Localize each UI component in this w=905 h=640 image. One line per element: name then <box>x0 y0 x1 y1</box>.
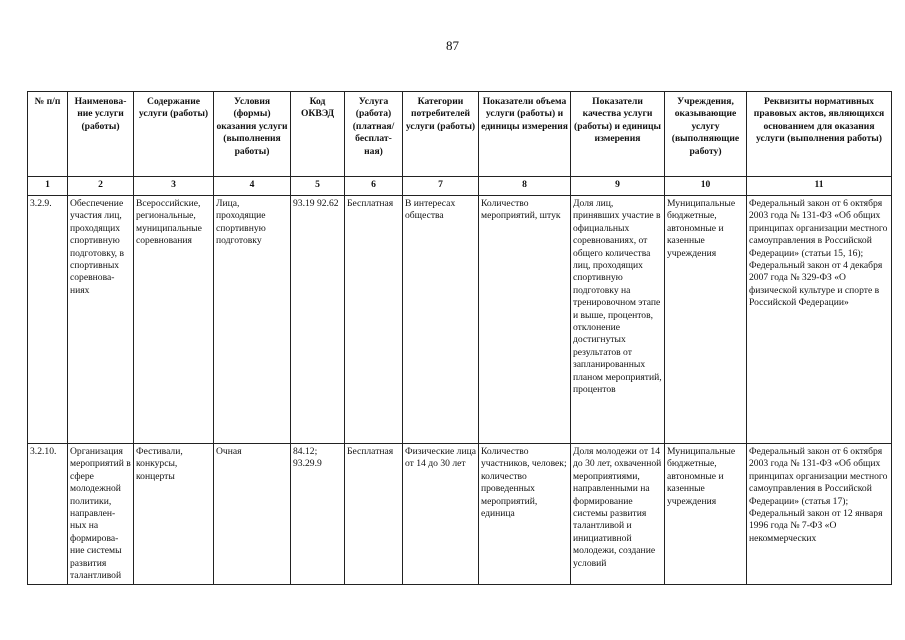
column-number: 10 <box>665 177 747 196</box>
institutions: Муниципальные бюджетные, автономные и казенные учреждения <box>665 196 747 444</box>
row-number: 3.2.10. <box>28 444 68 585</box>
services-table <box>27 91 892 585</box>
okved-code: 84.12; 93.29.9 <box>291 444 345 585</box>
header-okved-code: Код ОКВЭД <box>291 92 345 177</box>
service-content: Фестивали, конкурсы, концерты <box>134 444 214 585</box>
header-institutions: Учреждения, оказывающие услугу (выполняющие работу) <box>665 92 747 177</box>
quality-indicator: Доля молодежи от 14 до 30 лет, охваченной мероприятиями, направленными на формирование системы развития талантливой и инициативной молодежи, создание условий <box>571 444 665 585</box>
service-name: Организация мероприятий в сфере молодежной политики, направлен-ных на формирова-ние системы развития талантливой <box>68 444 134 585</box>
table-row <box>28 196 892 444</box>
service-content: Всероссийские, региональные, муниципальные соревнования <box>134 196 214 444</box>
column-number: 3 <box>134 177 214 196</box>
volume-indicator: Количество мероприятий, штук <box>479 196 571 444</box>
header-volume-indicators: Показатели объема услуги (работы) и единицы измерения <box>479 92 571 177</box>
consumer-category: В интересах общества <box>403 196 479 444</box>
column-number: 7 <box>403 177 479 196</box>
volume-indicator: Количество участников, человек; количество проведенных мероприятий, единица <box>479 444 571 585</box>
header-consumer-categories: Категории потребителей услуги (работы) <box>403 92 479 177</box>
header-conditions: Условия (формы) оказания услуги (выполнения работы) <box>214 92 291 177</box>
service-name: Обеспечение участия лиц, проходящих спортивную подготовку, в спортивных соревнова-ниях <box>68 196 134 444</box>
okved-code: 93.19 92.62 <box>291 196 345 444</box>
column-number: 8 <box>479 177 571 196</box>
paid-free: Бесплатная <box>345 196 403 444</box>
page-number: 87 <box>446 38 459 53</box>
column-number: 2 <box>68 177 134 196</box>
legal-acts: Федеральный закон от 6 октября 2003 года № 131-ФЗ «Об общих принципах организации местного самоуправления в Российской Федерации» (статьи 15, 16); Федеральный закон от 4 декабря 2007 года № 329-ФЗ «О физической культуре и спорте в Российской Федерации» <box>747 196 892 444</box>
column-number-row <box>28 177 892 196</box>
row-number: 3.2.9. <box>28 196 68 444</box>
header-legal-acts: Реквизиты нормативных правовых актов, являющихся основанием для оказания услуги (выполнения работы) <box>747 92 892 177</box>
header-number: № п/п <box>28 92 68 177</box>
quality-indicator: Доля лиц, принявших участие в официальных соревнованиях, от общего количества лиц, проходящих спортивную подготовку на тренировочном этапе и выше, процентов, отклонение достигнутых результатов от запланированных планом мероприятий, процентов <box>571 196 665 444</box>
column-number: 11 <box>747 177 892 196</box>
column-number: 1 <box>28 177 68 196</box>
column-number: 5 <box>291 177 345 196</box>
service-conditions: Очная <box>214 444 291 585</box>
header-service-content: Содержание услуги (работы) <box>134 92 214 177</box>
paid-free: Бесплатная <box>345 444 403 585</box>
consumer-category: Физические лица от 14 до 30 лет <box>403 444 479 585</box>
header-service-name: Наименова-ние услуги (работы) <box>68 92 134 177</box>
legal-acts: Федеральный закон от 6 октября 2003 года № 131-ФЗ «Об общих принципах организации местного самоуправления в Российской Федерации» (статья 17); Федеральный закон от 12 января 1996 года № 7-ФЗ «О некоммерческих <box>747 444 892 585</box>
header-paid-free: Услуга (работа) (платная/ бесплат-ная) <box>345 92 403 177</box>
table-row <box>28 444 892 585</box>
column-number: 4 <box>214 177 291 196</box>
institutions: Муниципальные бюджетные, автономные и казенные учреждения <box>665 444 747 585</box>
service-conditions: Лица, проходящие спортивную подготовку <box>214 196 291 444</box>
header-quality-indicators: Показатели качества услуги (работы) и единицы измерения <box>571 92 665 177</box>
column-number: 9 <box>571 177 665 196</box>
column-number: 6 <box>345 177 403 196</box>
header-row <box>28 92 892 177</box>
